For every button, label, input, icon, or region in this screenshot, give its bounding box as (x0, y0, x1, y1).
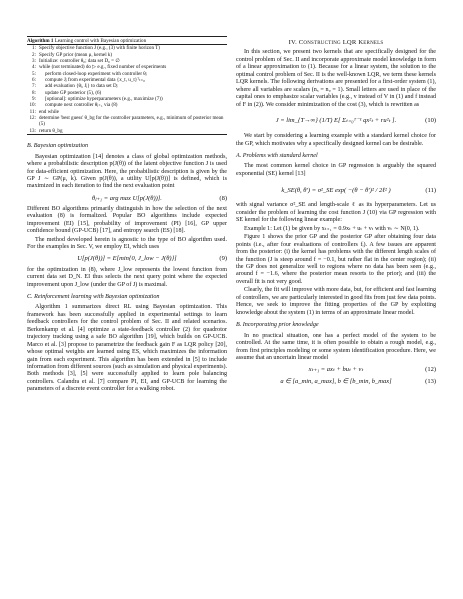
algorithm-line-text: end while (39, 108, 59, 115)
algorithm-line-number: 7: (32, 83, 36, 90)
algorithm-line-number: 5: (32, 70, 36, 77)
paragraph: Clearly, the fit will improve with more data, but, for efficient and fast learning of controllers, we are particularly interested in good fits from just few data points. Hence, we seek to improve the fitting properties of the GP by exploiting knowledge about the system (1) in terms of an approximate linear model. (236, 287, 436, 316)
algorithm-lines (27, 45, 227, 134)
equation-body: U[p(J(θ))] = E[min{0, J_low − J(θ)}] (77, 255, 177, 263)
algorithm-line-text: return θ_bg (39, 127, 63, 134)
algorithm-line-number: 3: (32, 58, 36, 65)
paragraph: Figure 1 shows the prior GP and the posterior GP after obtaining four data points (i.e., after four evaluations of controllers fᵢ). A few issues are apparent from the posterior: (i) the kernel has problems with the different length scales of the function (J is steep around f = −0.1, but rather flat in the center region); (ii) the GP does not generalize well to regions where no data has been seen (e.g., around f = −1.6, where the posterior mean resorts to the prior); and (iii) the overall fit is not very good. (236, 234, 436, 285)
algorithm-line-number: 9: (32, 96, 36, 103)
left-column (27, 36, 227, 395)
algorithm-line-number: 10: (29, 102, 36, 109)
algorithm-line (27, 128, 227, 134)
algorithm-line (27, 115, 227, 128)
algorithm-line-text: Specify objective function J (e.g., (3) with finite horizon T) (39, 45, 160, 52)
equation-8 (27, 194, 227, 203)
equation-10 (236, 112, 436, 130)
section-standard-kernel: A. Problems with standard kernel (236, 152, 318, 159)
algorithm-line-text: perform closed-loop experiment with controller θⱼ (45, 70, 147, 77)
algorithm-line-text: update GP posterior (5), (6) (45, 89, 102, 96)
equation-number: (11) (425, 186, 436, 194)
equation-12 (236, 365, 436, 374)
equation-number: (10) (425, 117, 436, 125)
algorithm-line-number: 12: (29, 115, 36, 122)
algorithm-line-number: 1: (32, 45, 36, 52)
paragraph: Bayesian optimization [14] denotes a class of global optimization methods, where a probabilistic description p(J(θ)) of the latent objective function J is used for data-efficient optimization. Here, the probabilistic description is given by the GP J ∼ GP(μ, k). Given p(J(θ)), a utility U[p(J(θ))] is defined, which is maximized in each iteration to find the next evaluation point (27, 153, 227, 190)
section-heading: IV. Constructing LQR Kernels (288, 39, 384, 46)
algorithm-line-number: 11: (29, 108, 36, 115)
equation-number: (12) (425, 366, 436, 374)
paragraph: In this section, we present two kernels that are specifically designed for the control problem of Sec. II and incorporate approximate model knowledge in form of a linear approximation to (1). Because for a linear system, the solution to the optimal control problem of Sec. II is the well-known LQR, we term these kernels LQR kernels. The following derivations are presented for a first-order system (1), where all variables are scalars (nₓ = nᵤ = 1). Small letters are used in place of the capital ones to emphasize scalar variables (e.g., v instead of V in (1) and f instead of F in (2)). We consider minimization of the cost (3), which is rewritten as (236, 49, 436, 108)
paragraph: The most common kernel choice in GP regression is arguably the squared exponential (SE) kernel [13] (236, 163, 436, 177)
algorithm-line-text: compute Jⱼ from experimental data {x_t, u_t}ᵀₜ₌₀ (45, 77, 146, 84)
section-bayesian-optimization: B. Bayesian optimization (27, 143, 89, 150)
algorithm-line-number: 13: (29, 127, 36, 134)
algorithm-line-number: 6: (32, 77, 36, 84)
paragraph: In no practical situation, one has a perfect model of the system to be controlled. At the same time, it is often possible to obtain a rough model, e.g., from first principles modeling or some system identification procedure. Here, we assume that an uncertain linear model (236, 332, 436, 361)
algorithm-line-text: while (not terminated) do ▷ e.g., fixed number of experiments (39, 64, 167, 71)
equation-body: J = lim_{T→∞} (1/T) E[ Σₜ₌₀ᵀ⁻¹ qx²ₜ + ru²ₜ ]. (275, 117, 397, 125)
algorithm-line-text: compute next controller θⱼ₊₁ via (8) (45, 102, 118, 109)
paragraph: Different BO algorithms primarily distinguish in how the selection of the next evaluation (8) is formalized. Popular BO algorithms include expected improvement (EI) [15], probability of improvement (PI) [16], GP upper confidence bound (GP-UCB) [17], and entropy search (ES) [18]. (27, 205, 227, 235)
algorithm-line-text: determine 'best guess' θ_bg for the controller parameters, e.g., minimum of posterior mean (5) (39, 115, 224, 128)
equation-11 (236, 181, 436, 199)
equation-body: θⱼ₊₁ = arg max U[p(J(θ))]. (92, 194, 162, 202)
paragraph: The method developed herein is agnostic to the type of BO algorithm used. For the examples in Sec. V, we employ EI, which uses (27, 236, 227, 251)
algorithm-line-number: 8: (32, 89, 36, 96)
equation-13 (236, 377, 436, 386)
example-paragraph: Example 1: Let (1) be given by xₜ₊₁ = 0.9xₜ + uₜ + vₜ with vₜ ∼ N(0, 1). (244, 225, 420, 232)
algorithm-line-text: [optional]: optimize hyperparameters (e.g., maximize (7)) (45, 96, 163, 103)
paragraph: We start by considering a learning example with a standard kernel choice for the GP, which motivates why a specifically designed kernel can be desirable. (236, 133, 436, 147)
section-prior-knowledge: B. Incorporating prior knowledge (236, 322, 319, 329)
algorithm-line-text: Specify GP prior (mean μ, kernel k) (39, 51, 113, 58)
algorithm-line-text: add evaluation {θⱼ, Jⱼ} to data set Dⱼ (45, 83, 118, 90)
paragraph: for the optimization in (8), where J_low represents the lowest function from current data set D_N. EI thus selects the next query point where the expected improvement upon J_low (under the GP of J) is maximal. (27, 266, 227, 288)
algorithm-caption: Learning control with Bayesian optimization (54, 37, 147, 44)
algorithm-line-number: 2: (32, 51, 36, 58)
equation-number: (9) (219, 255, 227, 263)
paragraph: Algorithm 1 summarizes direct RL using Bayesian optimization. This framework has been successfully applied in experimental settings to learn feedback controllers for the control problem of Sec. II and related scenarios. Berkenkamp et al. [4] optimize a state-feedback controller (2) for quadrotor trajectory tracking using a safe BO algorithm [19], which builds on GP-UCB. Marco et al. [3] propose to parametrize the feedback gain F as LQR policy [20], whose optimal weights are learned using ES, which maximizes the information gain from each experiment. This algorithm has been extended in [5] to include information from different sources (such as simulation and physical experiments). Both methods [3], [5] were successfully applied to learn pole balancing controllers. Calandra et al. [7] compare PI, EI, and GP-UCB for learning the parameters of a discrete event controller for a walking robot. (27, 304, 227, 393)
equation-number: (13) (425, 378, 436, 386)
algorithm-line-text: Initialize: controller θ₀; data set D₀ = ∅ (39, 58, 120, 65)
paragraph: with signal variance σ²_SE and length-scale ℓ as its hyperparameters. Let us consider the problem of learning the cost function J (10) via GP regression with SE kernel for the following linear example: (236, 202, 436, 224)
algorithm-label: Algorithm 1 (27, 37, 54, 44)
equation-body: a ∈ [a_min, a_max], b ∈ [b_min, b_max] (280, 378, 392, 386)
section-rl-with-bo: C. Reinforcement learning with Bayesian optimization (27, 293, 160, 300)
equation-number: (8) (219, 194, 227, 202)
algorithm-line-number: 4: (32, 64, 36, 71)
equation-9 (27, 255, 227, 264)
equation-body: k_SE(θ, θ′) = σ²_SE exp( −(θ − θ′)² / 2ℓ² ) (281, 186, 391, 194)
algorithm-box (27, 36, 227, 135)
equation-body: xₜ₊₁ = axₜ + buₜ + vₜ (308, 366, 364, 374)
right-column (236, 36, 436, 389)
